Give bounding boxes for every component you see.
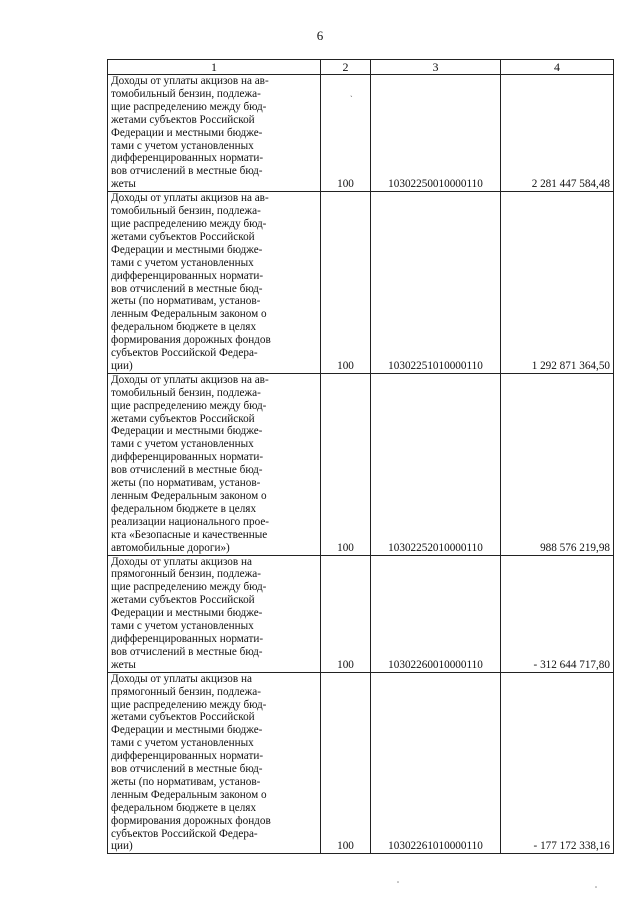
column-header-1: 1 bbox=[108, 60, 321, 75]
row-description: Доходы от уплаты акцизов на ав- томобильный бензин, подлежа- щие распределению между бюд- жетами субъектов Российской Федерации и местными бюдже- тами с учетом установленных дифференцированных нормати- вов отчислений в местные бюд- жеты (по нормативам, установ- ленным Федеральным законом о федеральном бюджете в целях реализации национального прое- кта «Безопасные и качественные автомобильные дороги») bbox=[108, 373, 321, 555]
row-amount: - 312 644 717,80 bbox=[501, 555, 614, 672]
row-admin-code: 100 bbox=[321, 555, 371, 672]
table-row bbox=[108, 672, 614, 854]
row-description: Доходы от уплаты акцизов на прямогонный бензин, подлежа- щие распределению между бюд- жетами субъектов Российской Федерации и местными бюдже- тами с учетом установленных дифференцированных нормати- вов отчислений в местные бюд- жеты bbox=[108, 555, 321, 672]
table-row bbox=[108, 192, 614, 374]
row-admin-code: 100 bbox=[321, 373, 371, 555]
row-amount: 988 576 219,98 bbox=[501, 373, 614, 555]
row-amount: - 177 172 338,16 bbox=[501, 672, 614, 854]
scan-mark: ˎ bbox=[350, 88, 353, 97]
row-admin-code: 100 bbox=[321, 672, 371, 854]
page-number: 6 bbox=[316, 28, 324, 43]
row-admin-code: 100 bbox=[321, 192, 371, 374]
scan-speck bbox=[397, 881, 399, 883]
row-description: Доходы от уплаты акцизов на прямогонный бензин, подлежа- щие распределению между бюд- жетами субъектов Российской Федерации и местными бюдже- тами с учетом установленных дифференцированных нормати- вов отчислений в местные бюд- жеты (по нормативам, установ- ленным Федеральным законом о федеральном бюджете в целях формирования дорожных фондов субъектов Российской Федера- ции) bbox=[108, 672, 321, 854]
table-row bbox=[108, 373, 614, 555]
row-budget-classification-code: 10302250010000110 bbox=[371, 75, 501, 192]
row-admin-code: 100 bbox=[321, 75, 371, 192]
table-row bbox=[108, 555, 614, 672]
row-amount: 1 292 871 364,50 bbox=[501, 192, 614, 374]
row-budget-classification-code: 10302251010000110 bbox=[371, 192, 501, 374]
row-budget-classification-code: 10302252010000110 bbox=[371, 373, 501, 555]
column-header-4: 4 bbox=[501, 60, 614, 75]
revenue-table bbox=[107, 59, 614, 854]
column-header-3: 3 bbox=[371, 60, 501, 75]
row-amount: 2 281 447 584,48 bbox=[501, 75, 614, 192]
row-budget-classification-code: 10302261010000110 bbox=[371, 672, 501, 854]
row-description: Доходы от уплаты акцизов на ав- томобильный бензин, подлежа- щие распределению между бюд- жетами субъектов Российской Федерации и местными бюдже- тами с учетом установленных дифференцированных нормати- вов отчислений в местные бюд- жеты bbox=[108, 75, 321, 192]
scan-speck bbox=[595, 886, 597, 888]
row-description: Доходы от уплаты акцизов на ав- томобильный бензин, подлежа- щие распределению между бюд- жетами субъектов Российской Федерации и местными бюдже- тами с учетом установленных дифференцированных нормати- вов отчислений в местные бюд- жеты (по нормативам, установ- ленным Федеральным законом о федеральном бюджете в целях формирования дорожных фондов субъектов Российской Федера- ции) bbox=[108, 192, 321, 374]
row-budget-classification-code: 10302260010000110 bbox=[371, 555, 501, 672]
column-header-2: 2 bbox=[321, 60, 371, 75]
table-header-row bbox=[108, 60, 614, 75]
table-row bbox=[108, 75, 614, 192]
